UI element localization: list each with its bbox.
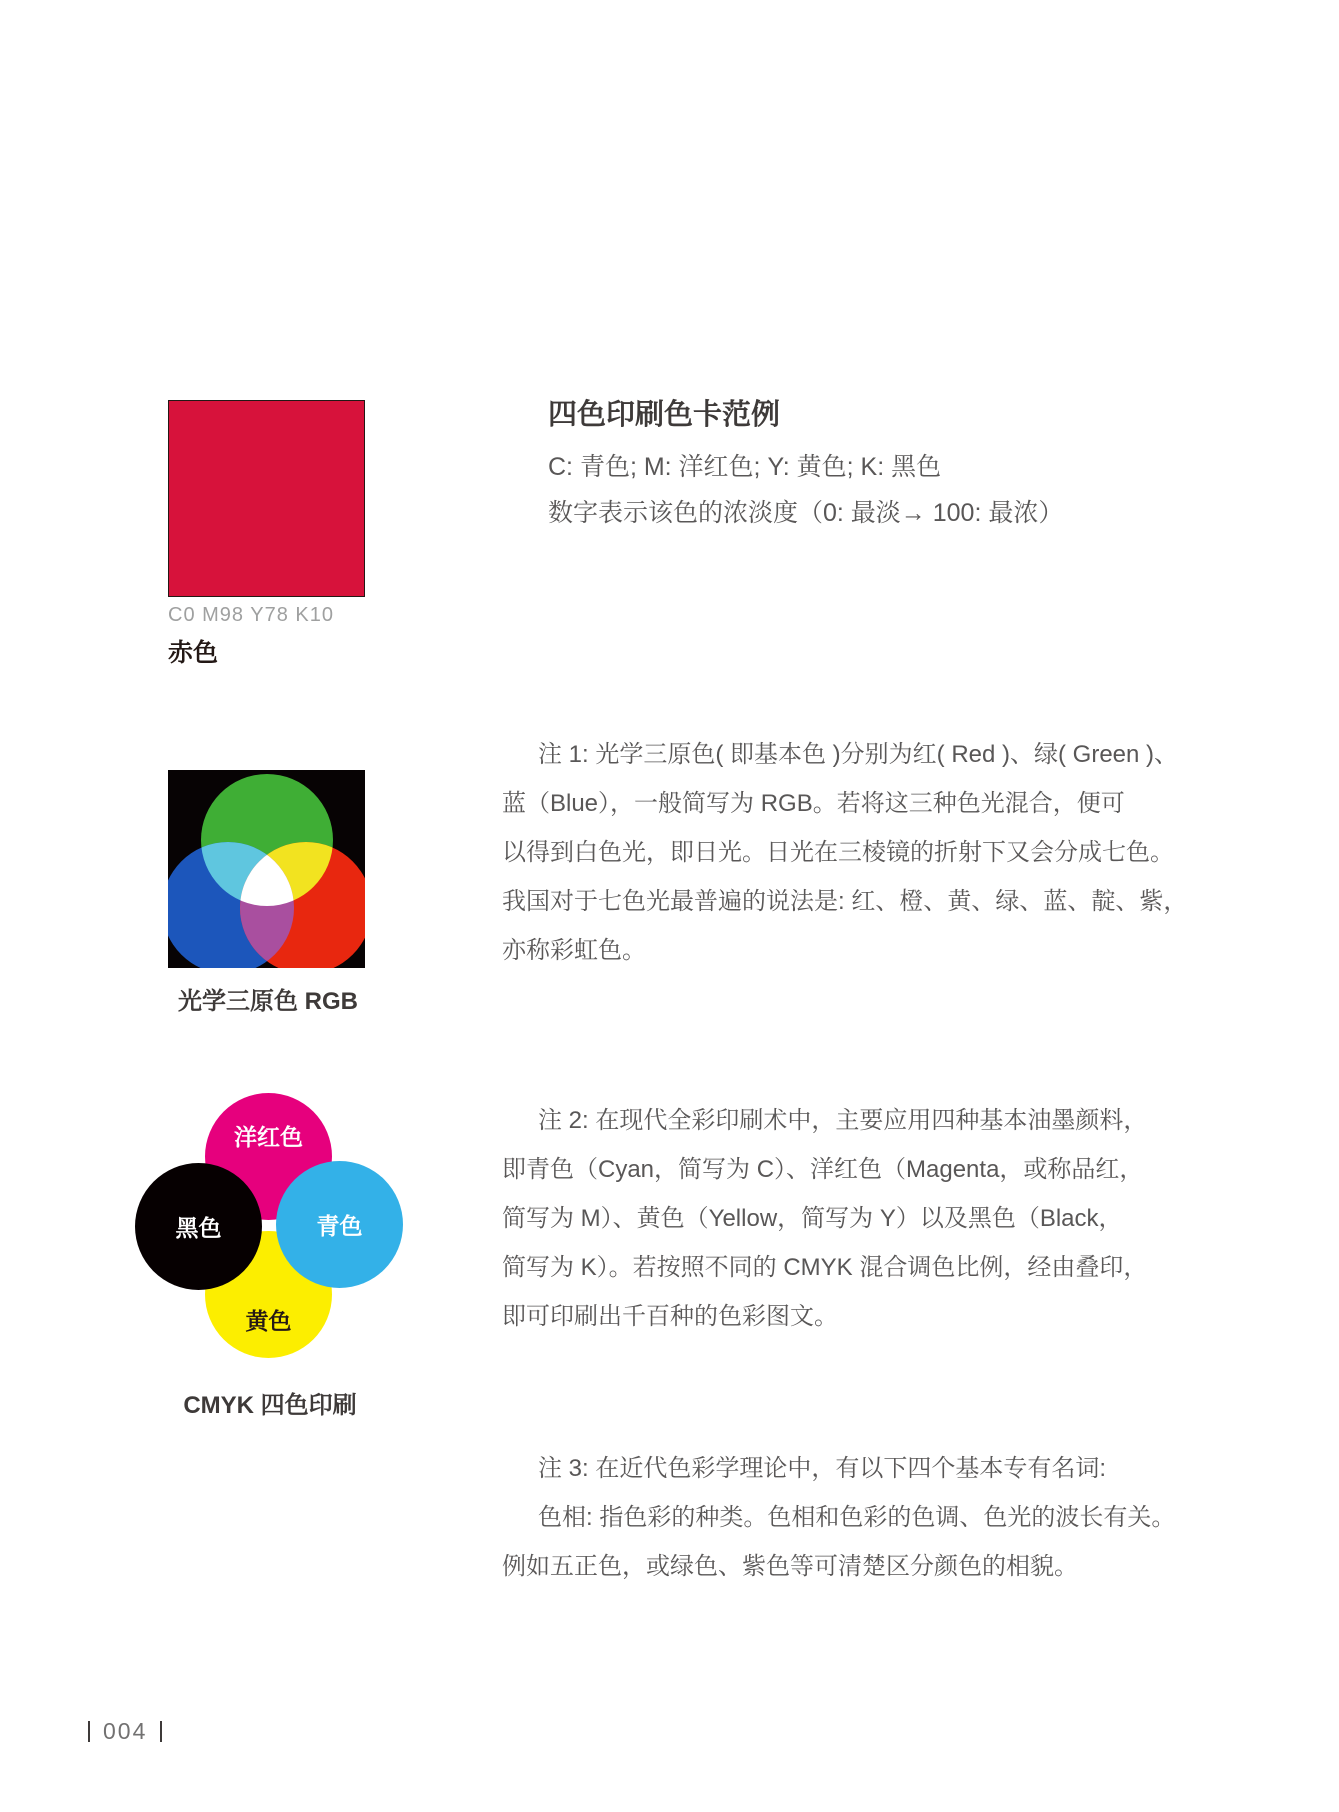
cmyk-venn-diagram xyxy=(135,1090,405,1362)
magenta-circle-label: 洋红色 xyxy=(234,1124,303,1150)
swatch-color-name: 赤色 xyxy=(168,639,219,667)
note-3-line: 注 3: 在近代色彩学理论中，有以下四个基本专有名词: xyxy=(538,1455,1107,1482)
yellow-circle-label: 黄色 xyxy=(245,1308,292,1334)
note-3-paragraph xyxy=(502,1444,1222,1591)
cmyk-legend-line: C: 青色; M: 洋红色; Y: 黄色; K: 黑色 xyxy=(548,453,942,481)
note-1-line: 以得到白色光，即日光。日光在三棱镜的折射下又会分成七色。 xyxy=(502,839,1174,866)
note-2-line: 即可印刷出千百种的色彩图文。 xyxy=(502,1303,838,1330)
note-1-line: 亦称彩虹色。 xyxy=(502,937,646,964)
cmyk-diagram-caption: CMYK 四色印刷 xyxy=(183,1392,357,1419)
red-color-swatch xyxy=(168,400,365,597)
rgb-diagram-caption: 光学三原色 RGB xyxy=(178,988,358,1015)
cyan-ink-circle xyxy=(276,1161,403,1288)
cmyk-scale-line: 数字表示该色的浓淡度（0: 最淡→ 100: 最浓） xyxy=(548,499,1064,527)
note-1-line: 我国对于七色光最普遍的说法是: 红、橙、黄、绿、蓝、靛、紫， xyxy=(502,888,1188,915)
footer-rule-right xyxy=(160,1721,162,1742)
swatch-cmyk-values: C0 M98 Y78 K10 xyxy=(168,604,334,626)
black-ink-circle xyxy=(135,1163,262,1290)
note-2-line: 简写为 K）。若按照不同的 CMYK 混合调色比例，经由叠印， xyxy=(502,1254,1148,1281)
note-1-paragraph xyxy=(502,730,1222,975)
black-circle-label: 黑色 xyxy=(175,1215,222,1241)
footer-rule-left xyxy=(88,1721,90,1742)
note-2-paragraph xyxy=(502,1096,1222,1341)
note-3-line: 色相: 指色彩的种类。色相和色彩的色调、色光的波长有关。 xyxy=(538,1504,1176,1531)
section-title: 四色印刷色卡范例 xyxy=(548,399,781,431)
note-1-line: 注 1: 光学三原色( 即基本色 )分别为红( Red )、绿( Green )、 xyxy=(538,741,1179,768)
page-number: 004 xyxy=(103,1718,148,1744)
cyan-circle-label: 青色 xyxy=(316,1213,363,1239)
note-2-line: 简写为 M）、黄色（Yellow，简写为 Y）以及黑色（Black， xyxy=(502,1205,1123,1232)
rgb-venn-diagram xyxy=(168,770,365,968)
note-3-line: 例如五正色，或绿色、紫色等可清楚区分颜色的相貌。 xyxy=(502,1553,1078,1580)
note-1-line: 蓝（Blue），一般简写为 RGB。若将这三种色光混合，便可 xyxy=(502,790,1125,817)
note-2-line: 注 2: 在现代全彩印刷术中，主要应用四种基本油墨颜料， xyxy=(538,1107,1148,1134)
page-footer xyxy=(88,1718,162,1745)
note-2-line: 即青色（Cyan，简写为 C）、洋红色（Magenta，或称品红， xyxy=(502,1156,1144,1183)
rgb-venn-svg xyxy=(168,770,365,968)
